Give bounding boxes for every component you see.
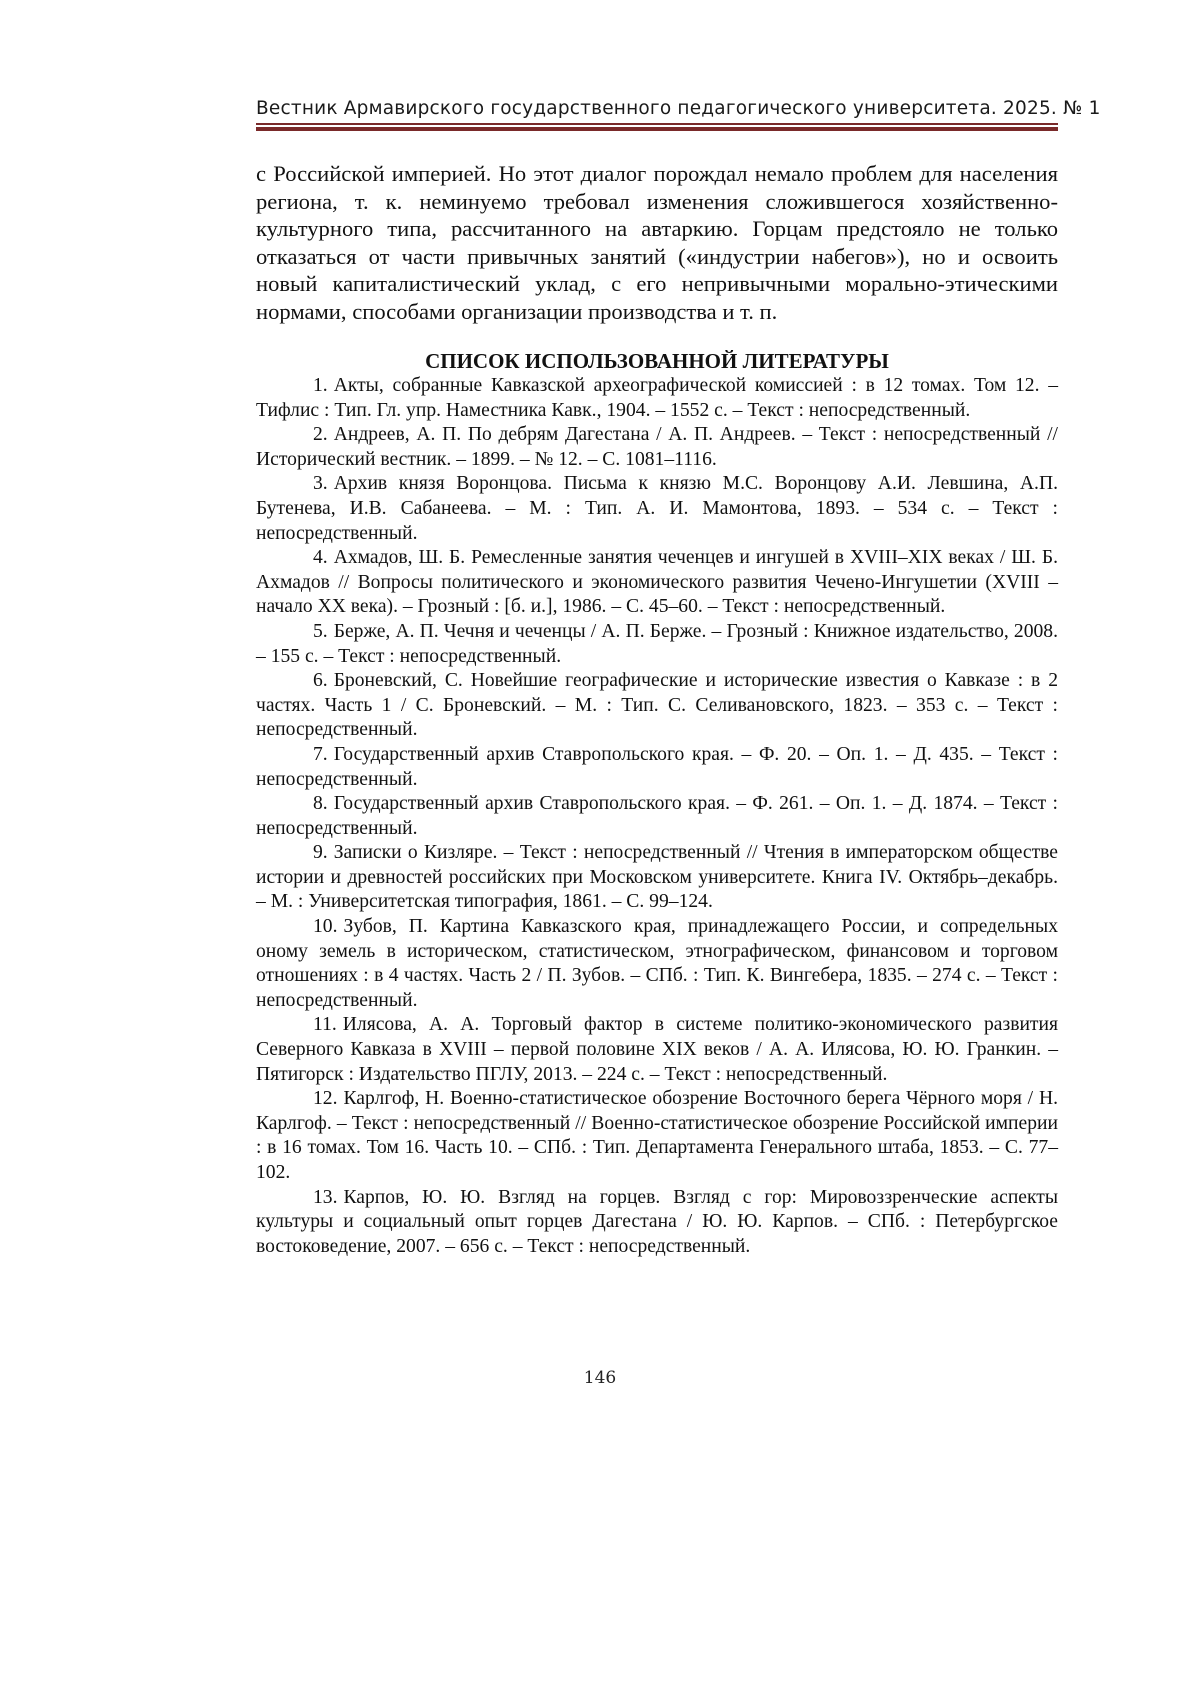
reference-text: Записки о Кизляре. – Текст : непосредственный // Чтения в императорском обществе истории и древностей российских при Московском университете. Книга IV. Октябрь–декабрь. – М. : Университетская типография, 1861. – С. 99–124. — [256, 842, 1058, 912]
reference-item — [256, 374, 1058, 423]
reference-item — [256, 472, 1058, 546]
reference-item — [256, 1087, 1058, 1185]
references-section — [256, 348, 1058, 1259]
reference-number: 5. — [313, 621, 328, 642]
header-rule-thick — [256, 127, 1058, 131]
reference-text: Зубов, П. Картина Кавказского края, принадлежащего России, и сопредельных оному земель в историческом, статистическом, этнографическом, финансовом и торговом отношениях : в 4 частях. Часть 2 / П. Зубов. – СПб. : Тип. К. Вингебера, 1835. – 274 с. – Текст : непосредственный. — [256, 916, 1058, 1011]
journal-header: Вестник Армавирского государственного педагогического университета. 2025. № 1 — [256, 98, 1058, 119]
reference-number: 8. — [313, 793, 328, 814]
references-list — [256, 374, 1058, 1259]
reference-text: Акты, собранные Кавказской археографической комиссией : в 12 томах. Том 12. – Тифлис : Тип. Гл. упр. Наместника Кавк., 1904. – 1552 с. – Текст : непосредственный. — [256, 375, 1058, 421]
body-paragraph: с Российской империей. Но этот диалог порождал немало проблем для населения региона, т. к. неминуемо требовал изменения сложившегося хозяйственно-культурного типа, рассчитанного на автаркию. Горцам предстояло не только отказаться от части привычных занятий («индустрии набегов»), но и освоить новый капиталистический уклад, с его непривычными морально-этическими нормами, способами организации производства и т. п. — [256, 160, 1058, 325]
reference-number: 9. — [313, 842, 328, 863]
reference-item — [256, 546, 1058, 620]
reference-number: 6. — [313, 670, 328, 691]
reference-text: Карлгоф, Н. Военно-статистическое обозрение Восточного берега Чёрного моря / Н. Карлгоф. – Текст : непосредственный // Военно-статистическое обозрение Российской империи : в 16 томах. Том 16. Часть 10. – СПб. : Тип. Департамента Генерального штаба, 1853. – С. 77–102. — [256, 1088, 1058, 1183]
reference-number: 10. — [313, 916, 338, 937]
reference-item — [256, 620, 1058, 669]
page-number: 146 — [0, 1368, 1200, 1388]
reference-text: Андреев, А. П. По дебрям Дагестана / А. П. Андреев. – Текст : непосредственный // Исторический вестник. – 1899. – № 12. – С. 1081–1116. — [256, 424, 1058, 470]
reference-number: 4. — [313, 547, 328, 568]
reference-item — [256, 841, 1058, 915]
reference-text: Государственный архив Ставропольского края. – Ф. 261. – Оп. 1. – Д. 1874. – Текст : непосредственный. — [256, 793, 1058, 839]
reference-item — [256, 743, 1058, 792]
reference-item — [256, 915, 1058, 1013]
reference-number: 12. — [313, 1088, 338, 1109]
reference-text: Броневский, С. Новейшие географические и исторические известия о Кавказе : в 2 частях. Часть 1 / С. Броневский. – М. : Тип. С. Селивановского, 1823. – 353 с. – Текст : непосредственный. — [256, 670, 1058, 740]
reference-text: Государственный архив Ставропольского края. – Ф. 20. – Оп. 1. – Д. 435. – Текст : непосредственный. — [256, 744, 1058, 790]
reference-item — [256, 423, 1058, 472]
reference-item — [256, 669, 1058, 743]
reference-item — [256, 792, 1058, 841]
reference-number: 7. — [313, 744, 328, 765]
reference-number: 13. — [313, 1187, 338, 1208]
header-rule-thin — [256, 123, 1058, 125]
references-title: СПИСОК ИСПОЛЬЗОВАННОЙ ЛИТЕРАТУРЫ — [256, 348, 1058, 374]
reference-number: 11. — [313, 1014, 337, 1035]
reference-text: Архив князя Воронцова. Письма к князю М.С. Воронцову А.И. Левшина, А.П. Бутенева, И.В. Сабанеева. – М. : Тип. А. И. Мамонтова, 1893. – 534 с. – Текст : непосредственный. — [256, 473, 1058, 543]
reference-item — [256, 1186, 1058, 1260]
reference-text: Берже, А. П. Чечня и чеченцы / А. П. Берже. – Грозный : Книжное издательство, 2008. – 155 с. – Текст : непосредственный. — [256, 621, 1058, 667]
reference-number: 1. — [313, 375, 328, 396]
reference-text: Илясова, А. А. Торговый фактор в системе политико-экономического развития Северного Кавказа в XVIII – первой половине XIX веков / А. А. Илясова, Ю. Ю. Гранкин. – Пятигорск : Издательство ПГЛУ, 2013. – 224 с. – Текст : непосредственный. — [256, 1014, 1058, 1084]
reference-text: Карпов, Ю. Ю. Взгляд на горцев. Взгляд с гор: Мировоззренческие аспекты культуры и социальный опыт горцев Дагестана / Ю. Ю. Карпов. – СПб. : Петербургское востоковедение, 2007. – 656 с. – Текст : непосредственный. — [256, 1187, 1058, 1257]
reference-text: Ахмадов, Ш. Б. Ремесленные занятия чеченцев и ингушей в XVIII–XIX веках / Ш. Б. Ахмадов // Вопросы политического и экономического развития Чечено-Ингушетии (XVIII – начало XX века). – Грозный : [б. и.], 1986. – С. 45–60. – Текст : непосредственный. — [256, 547, 1058, 617]
reference-number: 2. — [313, 424, 328, 445]
reference-item — [256, 1013, 1058, 1087]
reference-number: 3. — [313, 473, 328, 494]
